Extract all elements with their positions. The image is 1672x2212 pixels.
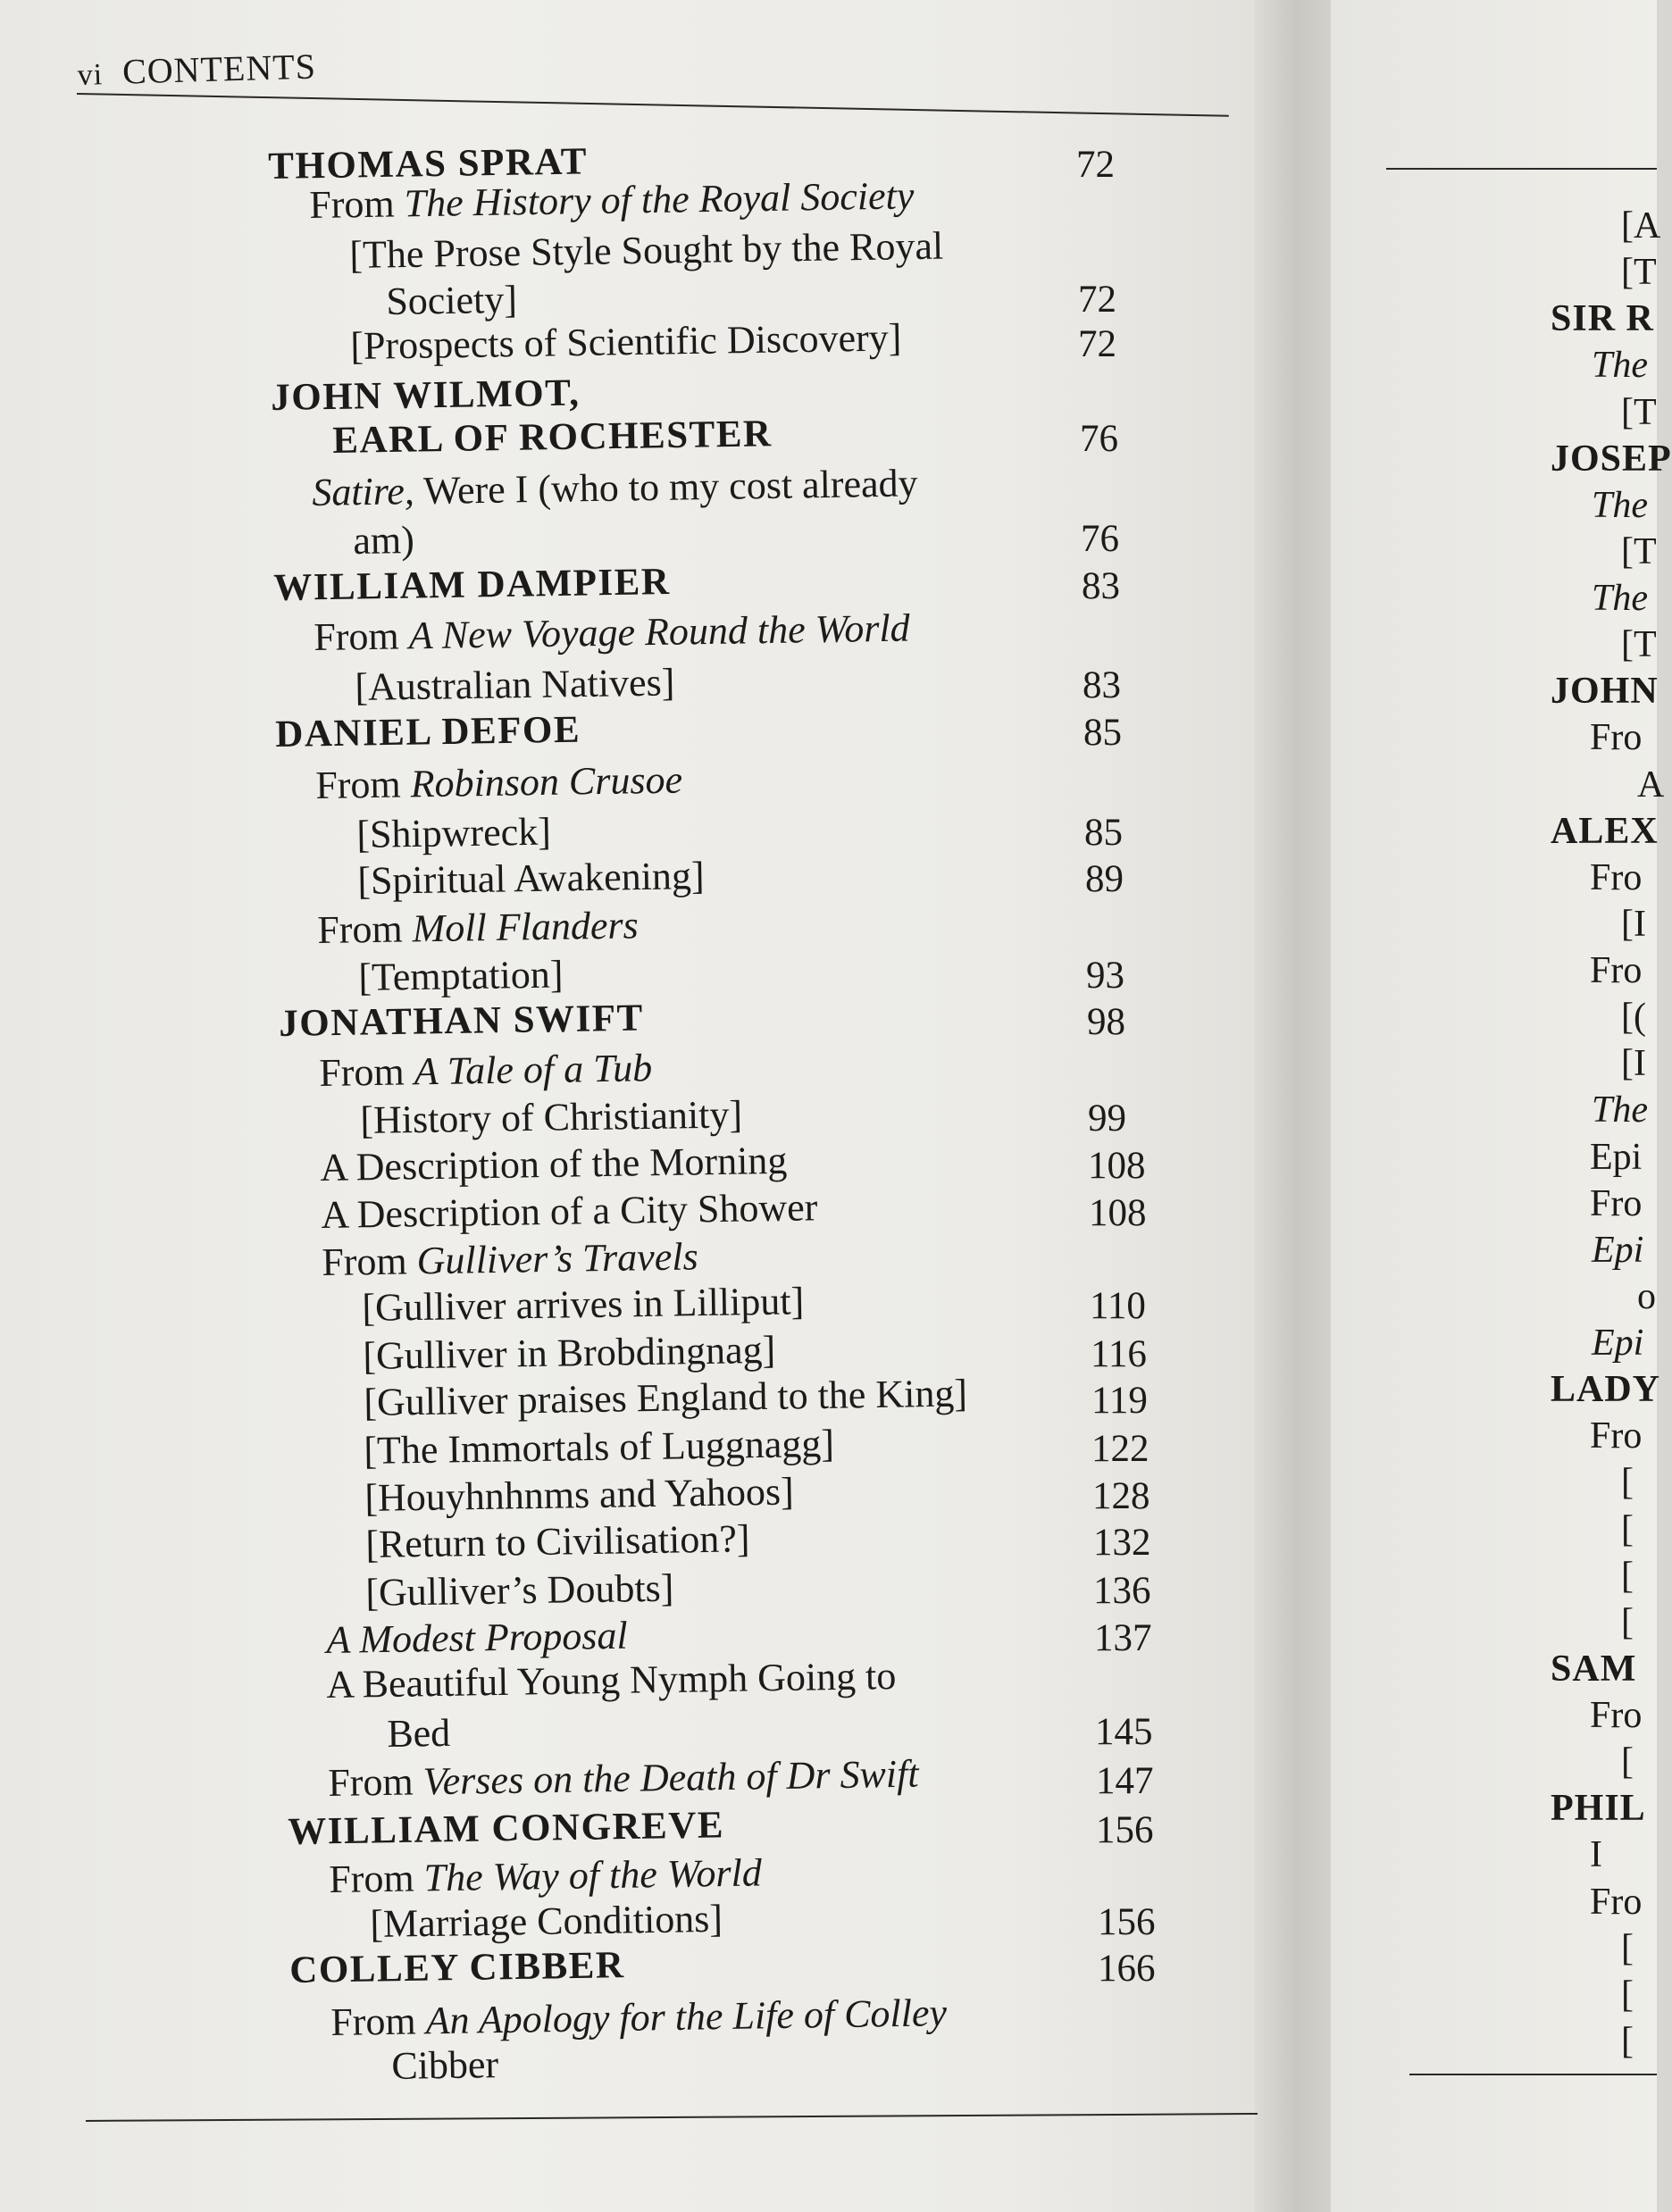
work-prefix: A Description of the Morning: [319, 1138, 788, 1189]
work-title: Satire,: [311, 469, 415, 514]
right-page-fragment: [T: [1621, 252, 1657, 293]
right-page-fragment: The: [1592, 345, 1648, 386]
toc-page-number: 72: [1078, 279, 1116, 321]
right-page-fragment: [A: [1621, 205, 1661, 246]
right-page-fragment: Fro: [1590, 1882, 1643, 1923]
toc-author: WILLIAM CONGREVE: [287, 1804, 725, 1853]
toc-page-number: 108: [1088, 1145, 1146, 1187]
right-page-fragment: JOSEP: [1551, 438, 1672, 480]
work-title: The History of the Royal Society: [404, 173, 915, 226]
work-prefix: From: [313, 614, 410, 659]
toc-page-number: 119: [1091, 1380, 1148, 1422]
toc-work: [325, 1653, 897, 1707]
toc-page-number: 132: [1093, 1522, 1151, 1564]
toc-page-number: 89: [1085, 858, 1124, 900]
toc-author: THOMAS SPRAT: [267, 140, 589, 188]
toc-section: [Spiritual Awakening]: [356, 853, 705, 903]
toc-section: [The Prose Style Sought by the Royal: [348, 223, 944, 277]
right-page-fragment: Fro: [1590, 1415, 1643, 1457]
right-page-fragment: [I: [1621, 1043, 1646, 1084]
work-title: A Tale of a Tub: [414, 1046, 653, 1094]
toc-page-number: 99: [1088, 1098, 1126, 1139]
work-prefix: A Description of a City Shower: [320, 1185, 818, 1237]
toc-page-number: 147: [1096, 1760, 1154, 1802]
right-page-fragment: JOHN: [1551, 671, 1659, 712]
toc-page-number: 108: [1089, 1192, 1147, 1234]
toc-page-number: 145: [1095, 1711, 1153, 1753]
work-prefix: From: [330, 1999, 427, 2044]
toc-section: [Gulliver arrives in Lilliput]: [361, 1279, 805, 1330]
toc-author: WILLIAM DAMPIER: [272, 561, 671, 609]
right-page-fragment: PHIL: [1551, 1788, 1646, 1829]
work-prefix: From: [314, 762, 412, 807]
right-page-fragment: [T: [1621, 531, 1657, 572]
toc-work: [328, 1850, 763, 1901]
work-prefix: From: [308, 181, 405, 227]
right-page-fragment: The: [1592, 1089, 1648, 1131]
toc-page-number: 156: [1098, 1901, 1156, 1943]
work-title: A New Voyage Round the World: [408, 605, 910, 658]
toc-page-number: 116: [1091, 1333, 1147, 1375]
work-title: Robinson Crusoe: [410, 757, 683, 806]
toc-continuation: am): [352, 517, 415, 563]
toc-page-number: 76: [1080, 418, 1118, 460]
toc-work: [312, 463, 918, 513]
toc-work: [313, 605, 910, 659]
work-title: Gulliver’s Travels: [416, 1234, 698, 1283]
toc-continuation: Society]: [385, 277, 518, 323]
toc-page-number: 76: [1081, 518, 1119, 560]
toc-page-number: 85: [1084, 812, 1123, 854]
work-prefix: From: [321, 1239, 418, 1284]
toc-author: EARL OF ROCHESTER: [331, 413, 773, 462]
right-header-rule: [1386, 168, 1657, 170]
right-page-fragment: Epi: [1592, 1230, 1644, 1271]
toc-section: [History of Christianity]: [359, 1092, 743, 1142]
work-title: An Apology for the Life of Colley: [425, 1991, 948, 2043]
toc-work: [327, 1751, 919, 1805]
work-suffix: Were I (who to my cost already: [414, 461, 918, 513]
toc-continuation: Cibber: [390, 2042, 499, 2088]
toc-page-number: 136: [1093, 1570, 1151, 1612]
work-prefix: From: [327, 1759, 424, 1805]
toc-page-number: 166: [1098, 1948, 1156, 1990]
right-page-fragment: Epi: [1590, 1137, 1643, 1178]
right-page-fragment: [: [1621, 1602, 1634, 1643]
toc-continuation: Bed: [386, 1710, 451, 1756]
toc-page-number: 98: [1087, 1001, 1125, 1043]
right-page-fragment: [I: [1621, 904, 1646, 945]
work-prefix: A Beautiful Young Nymph Going to: [325, 1653, 897, 1707]
right-page-fragment: Fro: [1590, 717, 1643, 758]
work-title: The Way of the World: [423, 1850, 763, 1900]
right-page-fragment: The: [1592, 485, 1648, 526]
toc-section: [Return to Civilisation?]: [364, 1516, 750, 1566]
toc-section: [Prospects of Scientific Discovery]: [349, 315, 902, 368]
toc-page-number: 83: [1083, 664, 1121, 706]
toc-page-number: 156: [1096, 1809, 1154, 1851]
right-page-fragment: Fro: [1590, 857, 1643, 898]
right-page-fragment: [: [1621, 1928, 1634, 1969]
toc-page-number: 110: [1090, 1285, 1146, 1327]
right-page-fragment: SAM: [1551, 1649, 1637, 1690]
toc-work: [330, 1993, 947, 2042]
toc-section: [Australian Natives]: [354, 660, 675, 709]
toc-author: JONATHAN SWIFT: [278, 997, 645, 1045]
toc-section: [The Immortals of Luggnagg]: [363, 1421, 835, 1473]
toc-work: [319, 1048, 653, 1093]
toc-work: [321, 1234, 698, 1284]
book-gutter: [1255, 0, 1331, 2212]
right-page-fragment: Fro: [1590, 1183, 1643, 1224]
work-title: Verses on the Death of Dr Swift: [422, 1751, 919, 1804]
toc-author: JOHN WILMOT,: [270, 371, 581, 419]
right-page-fragment: [: [1621, 2021, 1634, 2062]
right-page-fragment: [: [1621, 1741, 1634, 1782]
work-title: A Modest Proposal: [325, 1613, 629, 1662]
toc-page-number: 128: [1092, 1475, 1150, 1517]
toc-author: COLLEY CIBBER: [288, 1944, 625, 1991]
right-page-fragment: The: [1592, 578, 1648, 619]
right-page-fragment: Fro: [1590, 1695, 1643, 1736]
toc-work: [320, 1185, 818, 1237]
running-title: CONTENTS: [121, 46, 317, 92]
work-prefix: From: [316, 906, 414, 952]
toc-page-number: 72: [1076, 144, 1115, 186]
toc-page-number: 85: [1083, 712, 1122, 754]
toc-section: [Temptation]: [357, 952, 564, 999]
right-page-fragment: Epi: [1592, 1323, 1644, 1364]
page-number: vi: [77, 58, 104, 92]
right-page-fragment: I: [1590, 1834, 1602, 1875]
toc-work: [308, 173, 915, 227]
running-head: [77, 46, 317, 94]
right-page-fragment: SIR R: [1551, 298, 1654, 339]
toc-page-number: 137: [1094, 1617, 1152, 1659]
right-page-fragment: [: [1621, 1974, 1634, 2016]
toc-section: [Gulliver praises England to the King]: [363, 1371, 968, 1424]
toc-work: [316, 903, 640, 952]
toc-page-number: 122: [1091, 1428, 1150, 1470]
toc-work: [319, 1138, 788, 1189]
toc-section: [Gulliver in Brobdingnag]: [362, 1327, 776, 1378]
right-page-fragment: o: [1637, 1276, 1656, 1317]
right-page-fragment: Fro: [1590, 950, 1643, 991]
toc-work: [325, 1613, 629, 1662]
toc-work: [314, 757, 683, 807]
right-page-fragment: LADY: [1551, 1369, 1661, 1410]
right-footer-rule: [1409, 2074, 1657, 2075]
toc-author: DANIEL DEFOE: [274, 708, 581, 755]
right-page-fragment: [: [1621, 1556, 1634, 1597]
right-page-fragment: [(: [1621, 997, 1646, 1038]
right-page-fragment: [: [1621, 1509, 1634, 1550]
right-page-fragment: [T: [1621, 624, 1657, 665]
work-title: Moll Flanders: [412, 903, 640, 951]
work-prefix: From: [318, 1049, 415, 1095]
toc-section: [Marriage Conditions]: [369, 1896, 723, 1946]
right-page-fragment: ALEX: [1551, 811, 1659, 852]
toc-page-number: 72: [1078, 323, 1116, 365]
toc-section: [Gulliver’s Doubts]: [364, 1565, 674, 1615]
right-page-fragment: [: [1621, 1462, 1634, 1503]
toc-section: [Houyhnhnms and Yahoos]: [364, 1469, 795, 1520]
right-page-fragment: A: [1637, 764, 1665, 806]
toc-page-number: 83: [1082, 565, 1120, 607]
toc-page-number: 93: [1086, 955, 1124, 997]
toc-section: [Shipwreck]: [355, 809, 552, 856]
work-prefix: From: [328, 1856, 425, 1901]
right-page-fragment: [T: [1621, 392, 1657, 433]
